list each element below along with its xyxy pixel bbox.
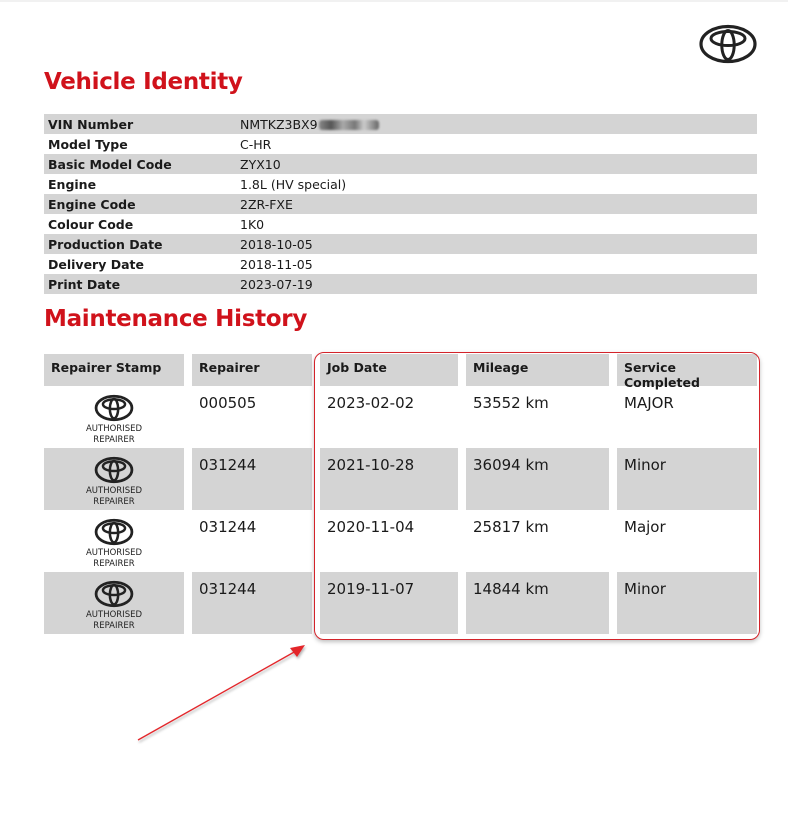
- row-label: Engine: [48, 176, 97, 192]
- row-label: Basic Model Code: [48, 156, 172, 172]
- vin-redaction: [319, 120, 379, 130]
- row-value: 2018-10-05: [240, 236, 313, 252]
- repairer-stamp: [44, 572, 184, 634]
- repairer-stamp: [44, 448, 184, 510]
- job-date: 2021-10-28: [320, 448, 458, 510]
- toyota-stamp-icon: [94, 456, 134, 484]
- row-label: Colour Code: [48, 216, 134, 232]
- service-completed: Major: [624, 518, 666, 536]
- repairer-code: 031244: [199, 518, 257, 536]
- row-value: 2023-07-19: [240, 276, 313, 292]
- top-border: [0, 0, 788, 2]
- service-completed: Minor: [617, 572, 757, 634]
- job-date: 2020-11-04: [327, 518, 415, 536]
- vin-value: NMTKZ3BX9: [240, 116, 318, 132]
- delivery-date-row: [44, 254, 757, 274]
- stamp-label: AUTHORISED REPAIRER: [85, 548, 143, 569]
- mileage: 14844 km: [466, 572, 609, 634]
- table-row: [44, 510, 757, 572]
- service-completed: MAJOR: [624, 394, 674, 412]
- job-date: 2019-11-07: [320, 572, 458, 634]
- row-label: Production Date: [48, 236, 163, 252]
- production-date-row: [44, 234, 757, 254]
- repairer-stamp: [44, 386, 184, 448]
- basic-model-code-row: [44, 154, 757, 174]
- row-label: Print Date: [48, 276, 121, 292]
- vin-row: [44, 114, 757, 134]
- stamp-label: AUTHORISED REPAIRER: [85, 610, 143, 631]
- repairer-code: 031244: [192, 572, 312, 634]
- row-label: Engine Code: [48, 196, 136, 212]
- row-value: C-HR: [240, 136, 272, 152]
- column-header-service-completed: Service Completed: [617, 354, 757, 386]
- column-header-repairer: Repairer: [192, 354, 312, 386]
- row-value: ZYX10: [240, 156, 281, 172]
- toyota-logo-icon: [699, 24, 757, 64]
- column-header-mileage: Mileage: [466, 354, 609, 386]
- stamp-label: AUTHORISED REPAIRER: [85, 486, 143, 507]
- maintenance-history-title: Maintenance History: [44, 306, 308, 332]
- row-label: VIN Number: [48, 116, 134, 132]
- table-header: [44, 354, 757, 390]
- toyota-stamp-icon: [94, 518, 134, 546]
- mileage: 36094 km: [466, 448, 609, 510]
- row-value: 2018-11-05: [240, 256, 313, 272]
- colour-code-row: [44, 214, 757, 234]
- row-value: [236, 117, 757, 132]
- repairer-code: 000505: [199, 394, 257, 412]
- row-label: Model Type: [48, 136, 128, 152]
- mileage: 53552 km: [473, 394, 549, 412]
- model-type-row: [44, 134, 757, 154]
- row-value: 2ZR-FXE: [240, 196, 293, 212]
- vehicle-identity-title: Vehicle Identity: [44, 69, 243, 95]
- table-row: [44, 572, 757, 634]
- engine-row: [44, 174, 757, 194]
- repairer-code: 031244: [192, 448, 312, 510]
- toyota-stamp-icon: [94, 580, 134, 608]
- maintenance-history-table: [44, 354, 757, 634]
- job-date: 2023-02-02: [327, 394, 415, 412]
- mileage: 25817 km: [473, 518, 549, 536]
- vehicle-identity-table: [44, 114, 757, 294]
- toyota-stamp-icon: [94, 394, 134, 422]
- row-label: Delivery Date: [48, 256, 144, 272]
- column-header-job-date: Job Date: [320, 354, 458, 386]
- table-row: [44, 386, 757, 448]
- repairer-stamp: [44, 510, 184, 572]
- print-date-row: [44, 274, 757, 294]
- engine-code-row: [44, 194, 757, 214]
- stamp-label: AUTHORISED REPAIRER: [85, 424, 143, 445]
- column-header-repairer-stamp: Repairer Stamp: [44, 354, 184, 386]
- row-value: 1K0: [240, 216, 265, 232]
- service-completed: Minor: [617, 448, 757, 510]
- row-value: 1.8L (HV special): [240, 176, 347, 192]
- table-row: [44, 448, 757, 510]
